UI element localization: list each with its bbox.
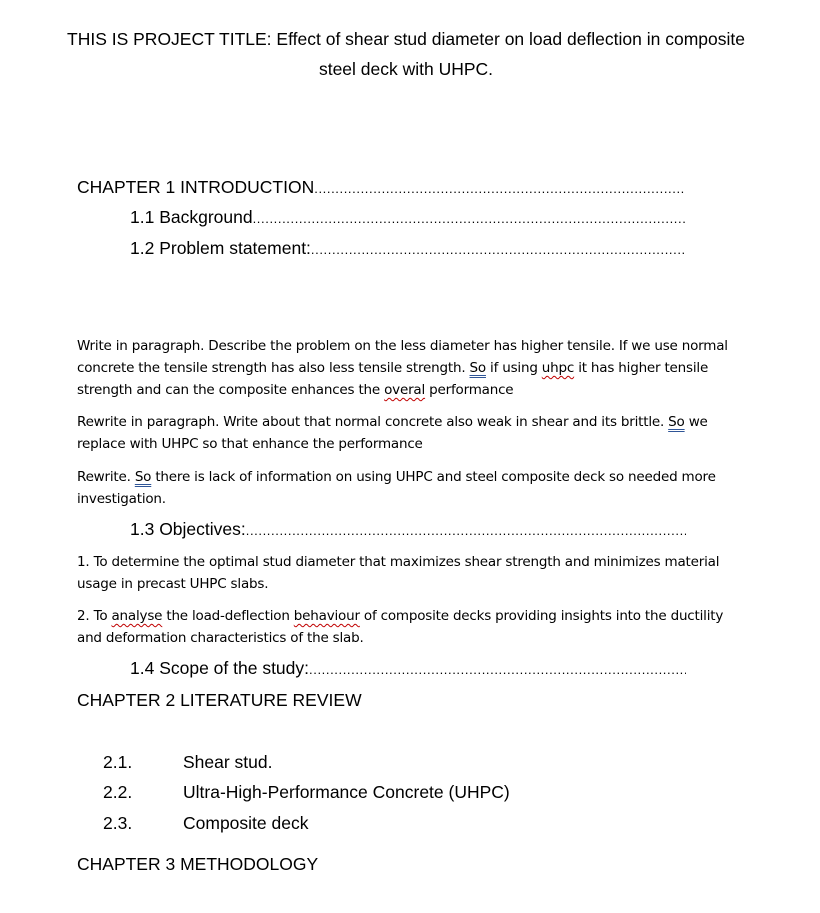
toc-leader	[314, 181, 686, 196]
chapter-1-heading: CHAPTER 1 INTRODUCTION	[77, 177, 315, 197]
toc-objectives	[130, 519, 686, 545]
chapter-3-heading: CHAPTER 3 METHODOLOGY	[77, 854, 319, 874]
objective-2: 2. To analyse the load-deflection behaviour of composite decks providing insights into the ductility and deformation characteristics of the slab.	[77, 608, 724, 646]
toc-leader	[253, 211, 686, 226]
project-title	[60, 24, 752, 84]
list-item-number: 2.2.	[103, 782, 133, 802]
toc-problem-statement	[130, 238, 686, 264]
list-item-uhpc: Ultra-High-Performance Concrete (UHPC)	[183, 782, 510, 802]
toc-leader	[246, 523, 686, 538]
toc-leader	[311, 242, 686, 257]
note-paragraph-1: Write in paragraph. Describe the problem on the less diameter has higher tensile. If we use normal concrete the tensile strength has also less tensile strength. So if using uhpc it has higher tensile strength and can the composite enhances the overal performance	[77, 338, 728, 398]
title-prefix: THIS IS PROJECT TITLE:	[67, 29, 277, 49]
list-item-number: 2.3.	[103, 813, 133, 833]
toc-background	[130, 207, 686, 233]
section-objectives: 1.3 Objectives:	[130, 519, 246, 539]
objective-1: 1. To determine the optimal stud diameter that maximizes shear strength and minimizes material usage in precast UHPC slabs.	[77, 554, 720, 592]
list-item-shear-stud: Shear stud.	[183, 752, 273, 772]
section-background: 1.1 Background	[130, 207, 253, 227]
note-paragraph-2: Rewrite in paragraph. Write about that normal concrete also weak in shear and its brittle. So we replace with UHPC so that enhance the performance	[77, 414, 708, 452]
toc-scope	[130, 658, 686, 684]
section-problem-statement: 1.2 Problem statement:	[130, 238, 311, 258]
note-paragraph-3: Rewrite. So there is lack of information on using UHPC and steel composite deck so needed more investigation.	[77, 469, 716, 507]
section-scope: 1.4 Scope of the study:	[130, 658, 310, 678]
list-item-number: 2.1.	[103, 752, 133, 772]
list-item-composite-deck: Composite deck	[183, 813, 309, 833]
title-text: Effect of shear stud diameter on load deflection in composite steel deck with UHPC.	[276, 29, 745, 79]
toc-leader	[309, 662, 686, 677]
chapter-2-heading: CHAPTER 2 LITERATURE REVIEW	[77, 690, 362, 710]
toc-chapter-1	[77, 177, 686, 203]
